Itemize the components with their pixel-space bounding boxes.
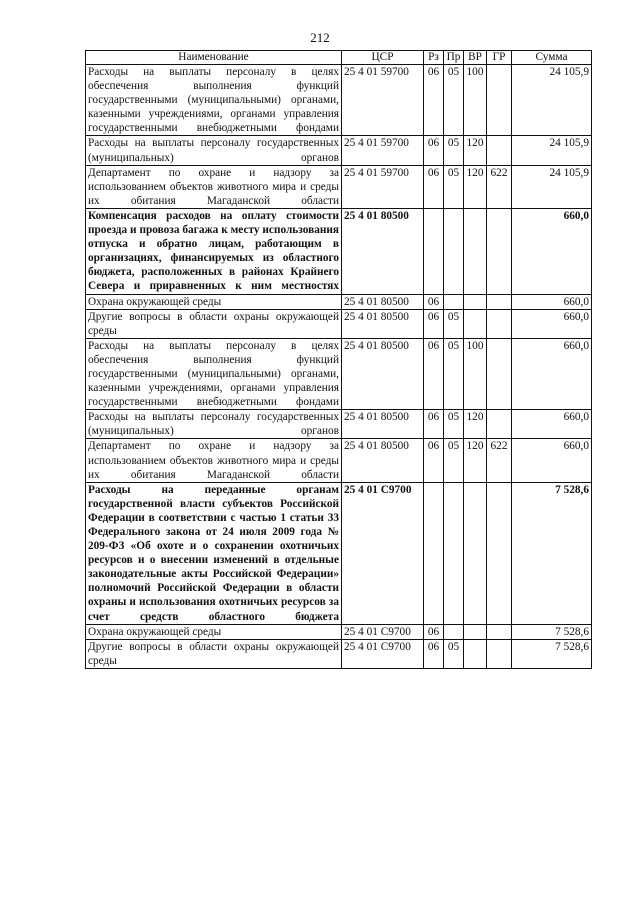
row-csr: 25 4 01 С9700 <box>342 482 424 624</box>
row-name: Компенсация расходов на оплату стоимости проезда и провоза багажа к месту использования отпуска и обратно лицам, работающим в организациях, финансируемых из областного бюджета, расположенных в районах Крайнего Севера и приравненных к ним местностях <box>86 208 342 294</box>
row-sum: 7 528,6 <box>512 482 592 624</box>
row-csr: 25 4 01 59700 <box>342 65 424 136</box>
row-rz <box>424 208 444 294</box>
table-row <box>86 309 592 338</box>
row-sum: 24 105,9 <box>512 165 592 208</box>
row-sum: 660,0 <box>512 309 592 338</box>
row-gr <box>487 482 512 624</box>
row-rz: 06 <box>424 294 444 309</box>
page-number: 212 <box>310 30 330 45</box>
row-rz: 06 <box>424 338 444 409</box>
row-vr <box>464 309 487 338</box>
row-sum: 660,0 <box>512 338 592 409</box>
table-row <box>86 338 592 409</box>
table-row <box>86 410 592 439</box>
row-pr: 05 <box>444 338 464 409</box>
row-rz: 06 <box>424 624 444 639</box>
row-vr <box>464 208 487 294</box>
row-vr <box>464 482 487 624</box>
row-pr <box>444 482 464 624</box>
row-csr: 25 4 01 80500 <box>342 208 424 294</box>
row-gr <box>487 624 512 639</box>
row-vr <box>464 639 487 668</box>
row-sum: 7 528,6 <box>512 624 592 639</box>
row-csr: 25 4 01 С9700 <box>342 639 424 668</box>
row-csr: 25 4 01 80500 <box>342 294 424 309</box>
table-row <box>86 294 592 309</box>
row-rz: 06 <box>424 65 444 136</box>
row-csr: 25 4 01 80500 <box>342 410 424 439</box>
row-rz: 06 <box>424 639 444 668</box>
row-rz: 06 <box>424 165 444 208</box>
row-gr <box>487 309 512 338</box>
row-vr: 120 <box>464 439 487 482</box>
header-sum: Сумма <box>512 51 592 65</box>
row-vr: 120 <box>464 165 487 208</box>
row-vr: 120 <box>464 410 487 439</box>
row-pr: 05 <box>444 65 464 136</box>
row-gr <box>487 294 512 309</box>
row-pr: 05 <box>444 439 464 482</box>
table-row <box>86 208 592 294</box>
table-row <box>86 439 592 482</box>
row-name: Расходы на выплаты персоналу государственных (муниципальных) органов <box>86 410 342 439</box>
row-sum: 7 528,6 <box>512 639 592 668</box>
row-name: Расходы на выплаты персоналу в целях обеспечения выполнения функций государственными (муниципальными) органами, казенными учреждениями, органами управления государственными внебюджетными фондами <box>86 65 342 136</box>
row-pr <box>444 624 464 639</box>
row-name: Департамент по охране и надзору за использованием объектов животного мира и среды их обитания Магаданской области <box>86 165 342 208</box>
table-header-row <box>86 51 592 65</box>
row-sum: 660,0 <box>512 294 592 309</box>
table-row <box>86 482 592 624</box>
row-gr <box>487 338 512 409</box>
row-name: Расходы на выплаты персоналу в целях обеспечения выполнения функций государственными (муниципальными) органами, казенными учреждениями, органами управления государственными внебюджетными фондами <box>86 338 342 409</box>
header-csr: ЦСР <box>342 51 424 65</box>
row-vr: 120 <box>464 136 487 165</box>
row-vr <box>464 294 487 309</box>
row-gr <box>487 410 512 439</box>
row-csr: 25 4 01 59700 <box>342 136 424 165</box>
row-rz: 06 <box>424 309 444 338</box>
row-gr <box>487 136 512 165</box>
row-csr: 25 4 01 80500 <box>342 338 424 409</box>
table-row <box>86 165 592 208</box>
header-pr: Пр <box>444 51 464 65</box>
row-gr <box>487 65 512 136</box>
row-name: Другие вопросы в области охраны окружающей среды <box>86 639 342 668</box>
row-sum: 24 105,9 <box>512 136 592 165</box>
table-row <box>86 136 592 165</box>
row-sum: 24 105,9 <box>512 65 592 136</box>
table-row <box>86 639 592 668</box>
row-csr: 25 4 01 80500 <box>342 439 424 482</box>
row-sum: 660,0 <box>512 208 592 294</box>
row-pr: 05 <box>444 639 464 668</box>
row-name: Охрана окружающей среды <box>86 294 342 309</box>
row-gr: 622 <box>487 439 512 482</box>
table-row <box>86 624 592 639</box>
row-csr: 25 4 01 С9700 <box>342 624 424 639</box>
row-sum: 660,0 <box>512 439 592 482</box>
row-pr <box>444 208 464 294</box>
budget-table <box>85 50 592 669</box>
row-vr: 100 <box>464 65 487 136</box>
row-name: Расходы на переданные органам государственной власти субъектов Российской Федерации в соответствии с частью 1 статьи 33 Федерального закона от 24 июля 2009 года № 209-ФЗ «Об охоте и о сохранении охотничьих ресурсов и о внесении изменений в отдельные законодательные акты Российской Федерации» полномочий Российской Федерации в области охраны и использования охотничьих ресурсов за счет средств областного бюджета <box>86 482 342 624</box>
row-rz <box>424 482 444 624</box>
row-name: Другие вопросы в области охраны окружающей среды <box>86 309 342 338</box>
row-csr: 25 4 01 80500 <box>342 309 424 338</box>
header-vr: ВР <box>464 51 487 65</box>
table-row <box>86 65 592 136</box>
header-gr: ГР <box>487 51 512 65</box>
row-rz: 06 <box>424 439 444 482</box>
row-pr: 05 <box>444 165 464 208</box>
row-name: Расходы на выплаты персоналу государственных (муниципальных) органов <box>86 136 342 165</box>
row-rz: 06 <box>424 410 444 439</box>
row-pr: 05 <box>444 309 464 338</box>
row-gr <box>487 208 512 294</box>
row-gr: 622 <box>487 165 512 208</box>
row-pr: 05 <box>444 410 464 439</box>
row-pr <box>444 294 464 309</box>
row-vr <box>464 624 487 639</box>
row-gr <box>487 639 512 668</box>
row-pr: 05 <box>444 136 464 165</box>
row-vr: 100 <box>464 338 487 409</box>
row-name: Департамент по охране и надзору за использованием объектов животного мира и среды их обитания Магаданской области <box>86 439 342 482</box>
header-rz: Рз <box>424 51 444 65</box>
row-sum: 660,0 <box>512 410 592 439</box>
row-rz: 06 <box>424 136 444 165</box>
header-name: Наименование <box>86 51 342 65</box>
row-csr: 25 4 01 59700 <box>342 165 424 208</box>
row-name: Охрана окружающей среды <box>86 624 342 639</box>
